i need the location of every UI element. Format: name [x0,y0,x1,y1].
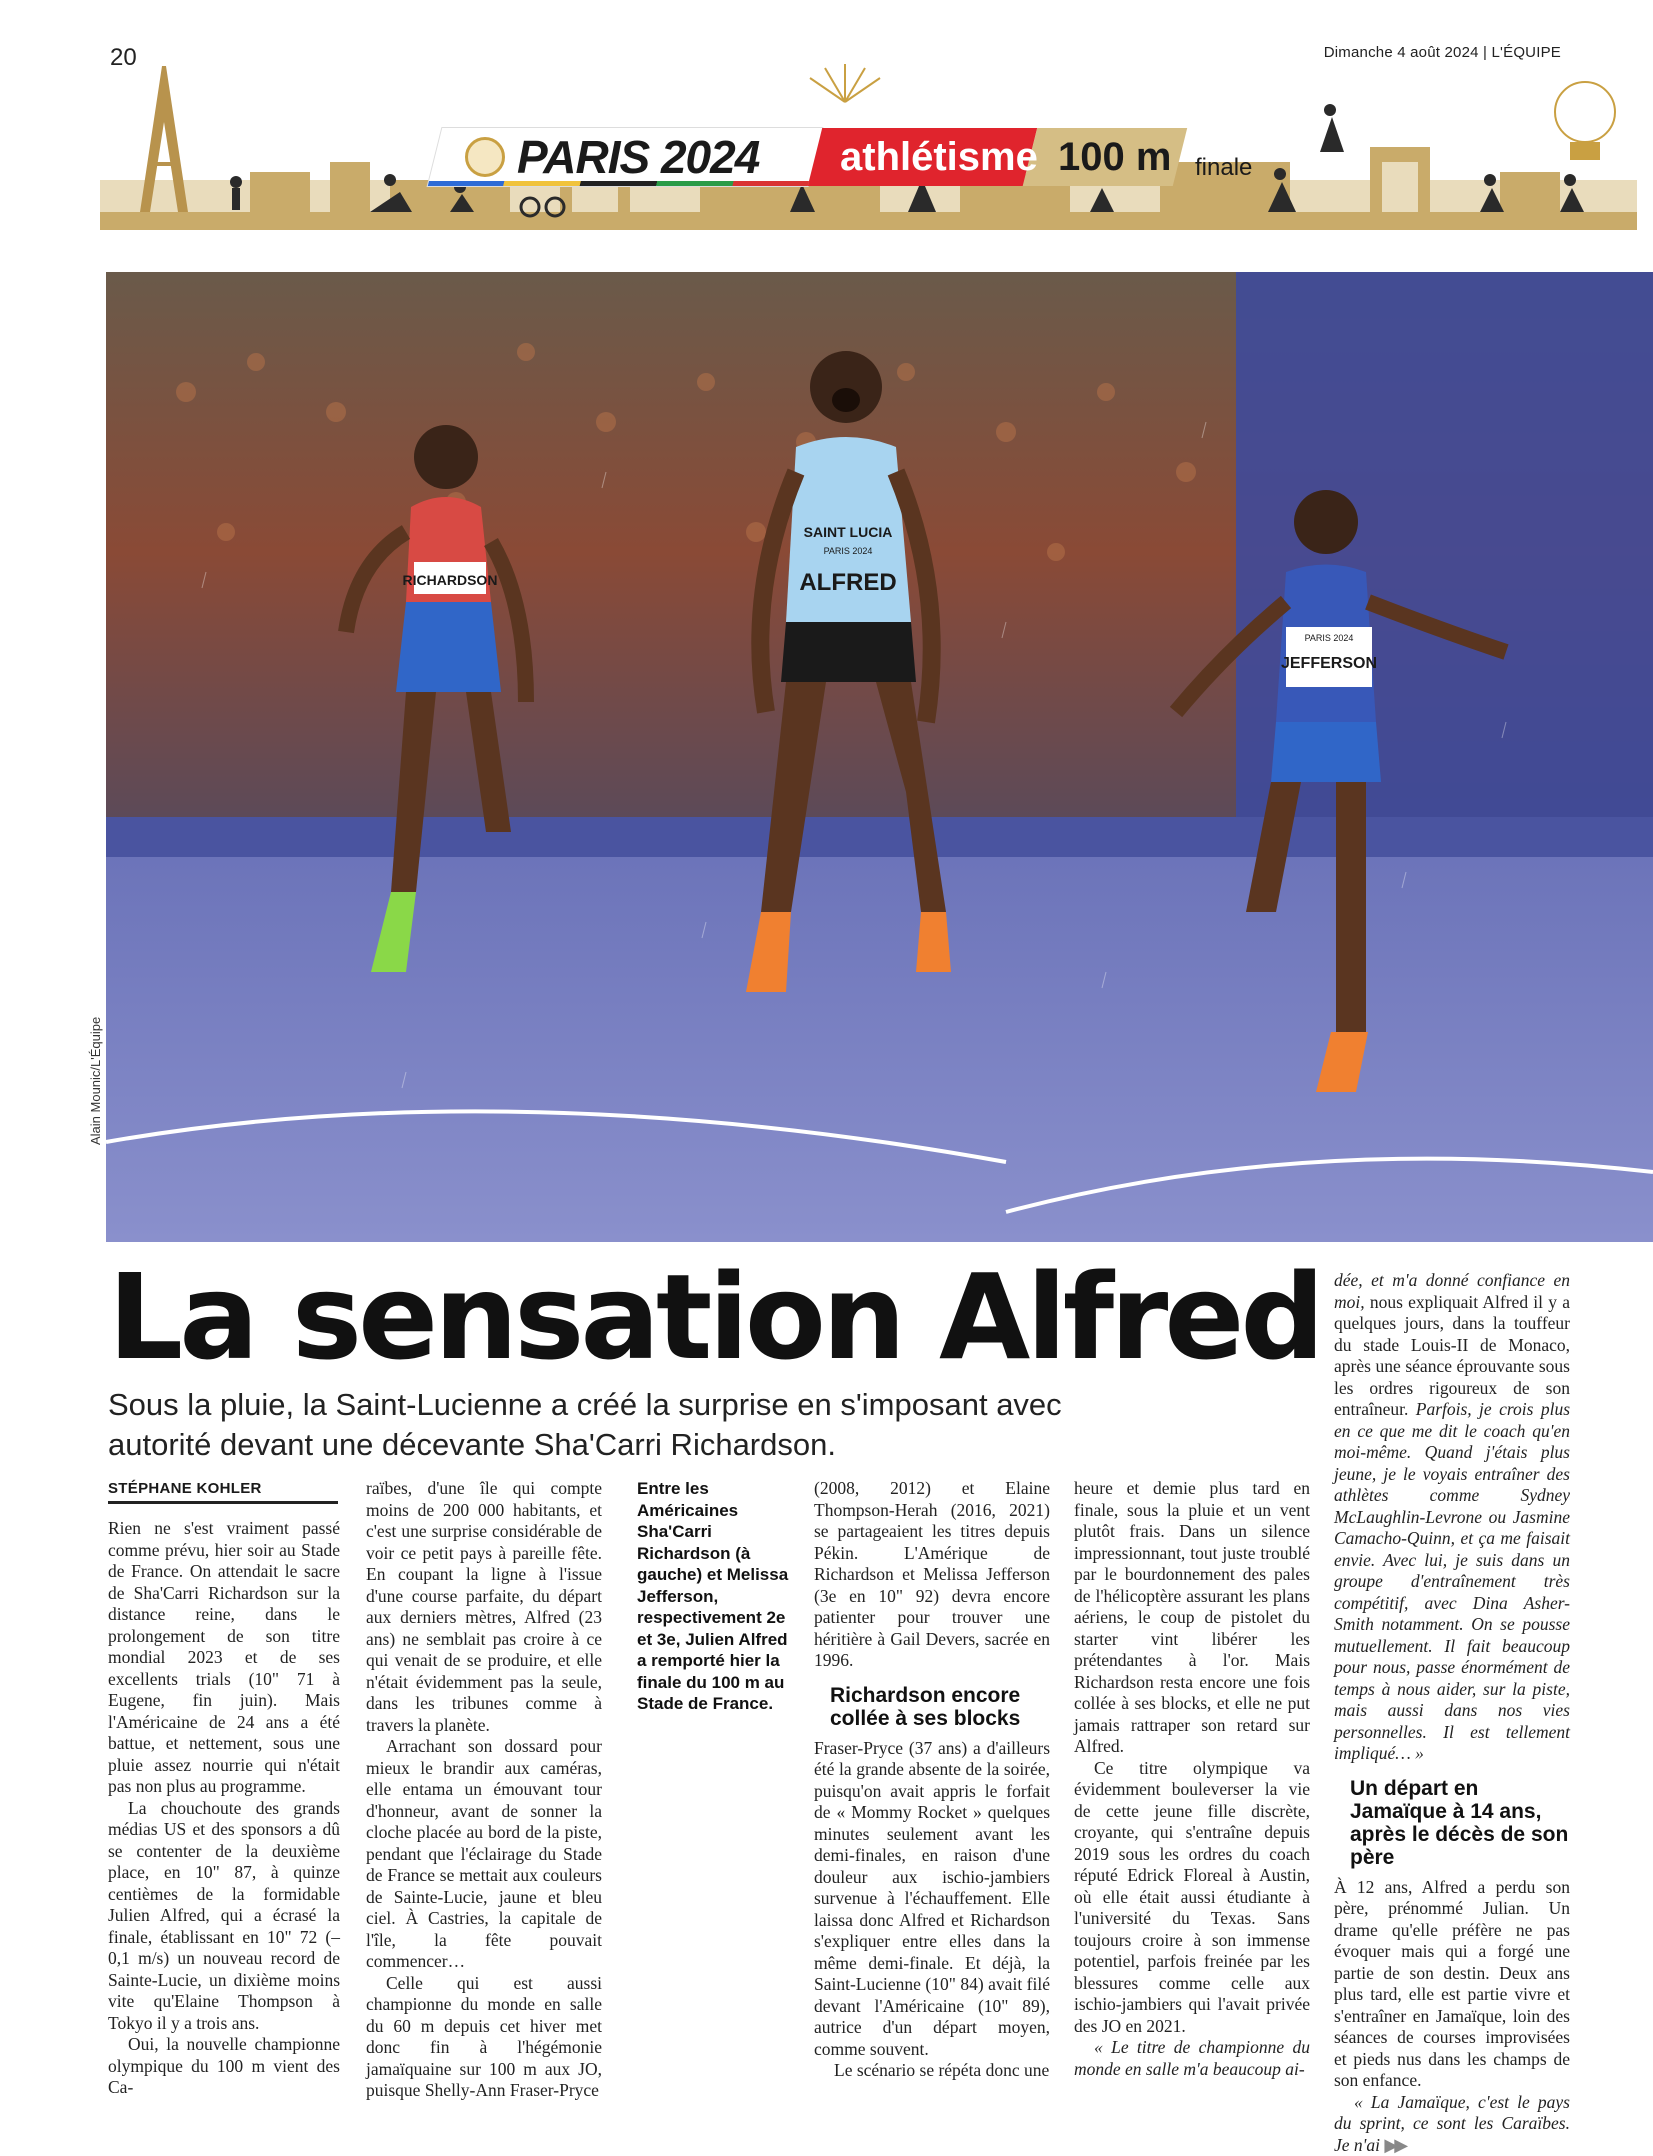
paragraph: La chouchoute des grands médias US et des sponsors a dû se contenter de la deuxième place, en 10" 87, à quinze centièmes de la formidable Julien Alfred, qui a écrasé la finale, établissant en 10" 72 (– 0,1 m/s) un nouveau record de Sainte-Lucie, un dixième moins vite qu'Elaine Thompson à Tokyo il y a trois ans. [108,1797,340,2033]
paragraph: Arrachant son dossard pour mieux le brandir aux caméras, elle entama un émouvant tour d'honneur, avant de sonner la cloche placée au bord de la piste, pendant que l'éclairage du Stade de France se mettait aux couleurs de Sainte-Lucie, jaune et bleu ciel. À Castries, la capitale de l'île, la fête pouvait commencer… [366,1736,602,1971]
bib-center-country: SAINT LUCIA [803,524,893,540]
paragraph: Ce titre olympique va évidemment bouleverser la vie de cette jeune fille discrète, croyante, qui s'entraîne depuis 2019 sous les ordres du coach réputé Edrick Floreal à Austin, où elle était aussi étudiante à l'université du Texas. Sans toujours croire à son immense potentiel, parfois freinée par les blessures comme celle aux ischio-jambiers qui l'avait privée des JO en 2021. [1074,1757,1310,2036]
quote-text: dée, et m'a donné confiance en moi, [1334,1270,1570,1312]
page-number: 20 [110,44,137,71]
photo-credit: Alain Mounic/L'Équipe [88,1016,103,1145]
column-4 [1074,1478,1310,2080]
bib-right-event: PARIS 2024 [1304,633,1354,643]
bib-center-event: PARIS 2024 [823,546,873,556]
photo-illustration [106,272,1653,1242]
body-text: nous expliquait Alfred il y a quelques jours, dans la touffeur du stade Louis-II de Monaco, après une séance éprouvante sous les ordres rigoureux de son entraîneur. [1334,1291,1570,1419]
section-title-bar [435,128,1295,186]
subheading-1: Richardson encore collée à ses blocks [830,1683,1021,1730]
column-1 [108,1518,340,2099]
sport-label: athlétisme [840,134,1038,179]
bib-right: JEFFERSON [1280,655,1378,672]
paragraph: Fraser-Pryce (37 ans) a d'ailleurs été la grande absente de la soirée, puisqu'on avait appris le forfait de « Mommy Rocket » quelques minutes seulement avant les demi-finales, en raison d'une douleur aux ischio-jambiers survenue à l'échauffement. Elle laissa donc Alfred et Richardson s'expliquer entre elles dans la même demi-finale. Et déjà, la Saint-Lucienne (10" 84) avait filé devant l'Américaine (10" 89), autrice d'un départ moyen, comme souvent. [814,1737,1050,2059]
bib-center: ALFRED [799,569,897,596]
paragraph: heure et demie plus tard en finale, sous la pluie et un vent plutôt frais. Dans un silence impressionnant, tout juste troublé par le bourdonnement des pales de l'hélicoptère assurant les plans aériens, le coup de pistolet du starter vint libérer les prétendantes à l'or. Mais Richardson resta encore une fois collée à ses blocks, et elle ne put jamais rattraper son retard sur Alfred. [1074,1478,1310,1756]
olympic-banner [100,62,1637,230]
quote-text: Parfois, je crois plus en ce que me dit le coach qu'en moi-même. Quand j'étais plus jeune, je le voyais entraîner des athlètes comme Sydney McLaughlin-Levrone ou Jasmine Camacho-Quinn, et ça me faisait envie. Avec lui, je suis dans un groupe d'entraînement très compétitif, avec Dina Asher-Smith notamment. On se pousse mutuellement. Il fait beaucoup pour nous, passe énormément de temps à nous aider, sur la piste, mais aussi dans nos vies personnelles. Il est tellement impliqué… » [1334,1399,1571,1763]
brand-label: PARIS 2024 [517,131,760,183]
photo-caption: Entre les Américaines Sha'Carri Richardson (à gauche) et Melissa Jefferson, respectivement 2e et 3e, Julien Alfred a remporté hier la finale du 100 m au Stade de France. [637,1479,789,1713]
paragraph: Oui, la nouvelle championne olympique du 100 m vient des Ca- [108,2034,340,2097]
quote-text: « La Jamaïque, c'est le pays du sprint, ce sont les Caraïbes. Je n'ai [1334,2091,1570,2155]
paragraph: « Le titre de championne du monde en salle m'a beaucoup ai- [1074,2037,1310,2079]
column-5 [1334,1270,1570,2156]
race-photo [106,272,1653,1242]
event-label: 100 m [1058,134,1172,179]
headline: La sensation Alfred [108,1248,1321,1386]
paragraph: Rien ne s'est vraiment passé comme prévu, hier soir au Stade de France. On attendait le sacre de Sha'Carri Richardson sur la distance reine, dans le prolongement de son titre mondial 2023 et de ses excellents trials (10" 71 à Eugene, fin juin). Mais l'Américaine de 24 ans a été battue, et nettement, sous une pluie assez nourrie qui n'était pas non plus au programme. [108,1518,340,1796]
byline: STÉPHANE KOHLER [108,1480,338,1504]
paragraph: Le scénario se répéta donc une [834,2060,1050,2080]
paragraph: Celle qui est aussi championne du monde en salle du 60 m depuis cet hiver met donc fin à l'hégémonie jamaïquaine sur 100 m aux JO, puisque Shelly-Ann Fraser-Pryce [366,1972,602,2100]
column-3 [814,1478,1050,2082]
date-line: Dimanche 4 août 2024 | L'ÉQUIPE [1323,44,1561,61]
deck: Sous la pluie, la Saint-Lucienne a créé la surprise en s'imposant avec autorité devant une décevante Sha'Carri Richardson. [108,1387,1062,1462]
column-2 [366,1478,602,2102]
paragraph: À 12 ans, Alfred a perdu son père, prénommé Julian. Un drame qu'elle préfère ne pas évoquer mais qui a forgé une partie de son destin. Deux ans plus tard, elle est partie vivre et s'entraîner en Jamaïque, loin des séances de courses improvisées et pieds nus dans les champs de son enfance. [1334,1876,1570,2090]
subheading-2: Un départ en Jamaïque à 14 ans, après le décès de son père [1350,1776,1569,1869]
paragraph: (2008, 2012) et Elaine Thompson-Herah (2016, 2021) se partageaient les titres depuis Pékin. L'Amérique de Richardson et Melissa Jefferson (3e en 10" 92) devra encore patienter pour trouver une héritière à Gail Devers, sacrée en 1996. [814,1478,1050,1670]
paris-2024-emblem-icon [465,137,505,177]
phase-label: finale [1195,154,1253,181]
paragraph: raïbes, d'une île qui compte moins de 200 000 habitants, et c'est une surprise considérable de voir ce petit pays à pareille fête. En coupant la ligne à l'issue d'une course parfaite, du départ aux derniers mètres, Alfred (23 ans) ne semblait pas croire à ce qui venait de se produire, et elle n'était évidemment pas la seule, dans les tribunes comme à travers la planète. [366,1478,602,1735]
bib-left: RICHARDSON [402,572,498,588]
continue-arrows-icon: ▶▶ [1384,2134,1405,2155]
